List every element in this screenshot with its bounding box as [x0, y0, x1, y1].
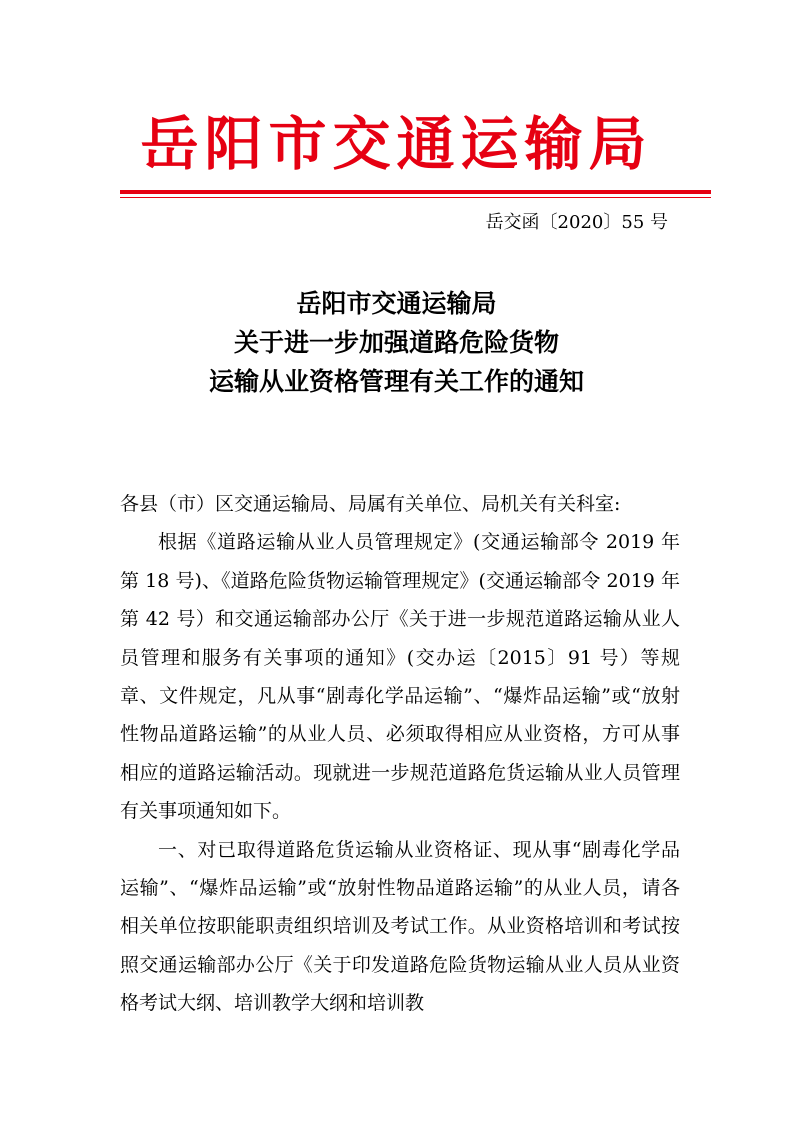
document-body — [120, 485, 680, 1023]
letterhead-red-rule — [120, 190, 711, 194]
title-line: 岳阳市交通运输局 — [296, 289, 497, 318]
body-paragraph: 一、对已取得道路危货运输从业资格证、现从事“剧毒化学品运输”、“爆炸品运输”或“放射性物品道路运输”的从业人员，请各相关单位按职能职责组织培训及考试工作。从业资格培训和考试按照交通运输部办公厅《关于印发道路危险货物运输从业人员从业资格考试大纲、培训教学大纲和培训教 — [120, 838, 680, 1015]
document-title — [0, 284, 793, 401]
letterhead-red-rule-thin — [120, 197, 711, 198]
letterhead-org-name: 岳阳市交通运输局 — [140, 110, 653, 178]
document-number: 岳交函〔2020〕55 号 — [485, 212, 668, 233]
salutation: 各县（市）区交通运输局、局属有关单位、局机关有关科室: — [120, 493, 621, 515]
title-line: 关于进一步加强道路危险货物 — [233, 328, 559, 357]
body-paragraph: 根据《道路运输从业人员管理规定》(交通运输部令 2019 年第 18 号)、《道路危险货物运输管理规定》(交通运输部令 2019 年第 42 号）和交通运输部办公厅《关于进一步规范道路运输从业人员管理和服务有关事项的通知》(交办运〔2015〕91 号）等规章、文件规定，凡从事“剧毒化学品运输”、“爆炸品运输”或“放射性物品道路运输”的从业人员、必须取得相应从业资格，方可从事相应的道路运输活动。现就进一步规范道路危货运输从业人员管理有关事项通知如下。 — [120, 531, 680, 823]
title-line: 运输从业资格管理有关工作的通知 — [208, 367, 584, 396]
